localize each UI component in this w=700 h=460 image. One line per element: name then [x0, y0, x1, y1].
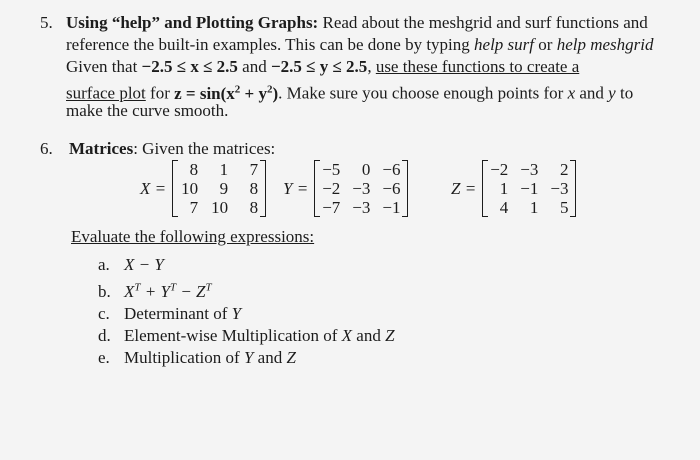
matrix-cell: −7	[322, 198, 341, 217]
matrix-cell: 5	[559, 198, 569, 217]
variable-y: y	[608, 83, 616, 103]
question-5-text: to	[615, 83, 634, 103]
question-5-number: 5.	[40, 13, 53, 32]
matrix-cell: −6	[382, 160, 401, 179]
matrix-z	[451, 160, 576, 217]
variable-x: x	[567, 83, 576, 103]
question-5-text: . Make sure you choose enough points for	[278, 83, 568, 103]
list-item	[98, 254, 395, 276]
matrix-y	[283, 160, 408, 217]
question-5-text: or	[534, 35, 557, 54]
item-text: Determinant of	[124, 303, 232, 323]
list-item	[98, 347, 395, 369]
matrix-cell: 10	[211, 198, 229, 217]
question-6-text: : Given the matrices:	[133, 139, 276, 158]
item-letter: e.	[98, 347, 110, 367]
matrix-cell: 8	[249, 198, 259, 217]
item-letter: a.	[98, 255, 110, 274]
matrix-cell: −3	[520, 160, 539, 179]
question-5-text: ,	[367, 57, 376, 76]
matrix-cell: −5	[322, 160, 341, 179]
matrix-cell: −1	[382, 198, 401, 217]
list-item	[98, 303, 395, 325]
list-item	[98, 325, 395, 347]
matrix-cell: −3	[550, 179, 569, 198]
item-text: Element-wise Multiplication of	[124, 325, 342, 345]
question-5-text: and	[575, 83, 609, 103]
item-text: $X^T + Y^T - Z^T$	[124, 281, 212, 301]
matrix-cell: 4	[499, 198, 509, 217]
item-letter: d.	[98, 325, 111, 345]
question-5-line-1	[66, 12, 648, 34]
item-text: Multiplication of	[124, 347, 244, 367]
matrix-label: X =	[140, 178, 167, 198]
matrix-cell: −6	[382, 179, 401, 198]
matrix-cell: 0	[361, 160, 371, 179]
question-5-text: Read about the meshgrid and surf functions and	[318, 13, 648, 32]
matrix-cell: −3	[352, 198, 371, 217]
matrix-x	[140, 160, 266, 217]
question-5-text: Given that	[66, 57, 142, 76]
item-text: X − Y	[124, 255, 164, 274]
matrix-cell: −3	[352, 179, 371, 198]
matrix-cell: −2	[322, 179, 341, 198]
matrix-cell: 9	[219, 179, 229, 198]
item-letter: c.	[98, 303, 110, 323]
matrix-cell: 1	[499, 179, 509, 198]
question-5-text: reference the built-in examples. This can be done by typing	[66, 35, 475, 54]
question-5-text: and	[237, 57, 271, 76]
item-letter: b.	[98, 281, 111, 301]
matrix-cell: 2	[559, 160, 569, 179]
item-variable: Z	[385, 325, 395, 345]
help-surf-command: help surf	[474, 35, 535, 54]
item-variable: Y	[243, 347, 254, 367]
matrix-cell: −2	[490, 160, 509, 179]
matrix-cell: 8	[189, 160, 199, 179]
matrix-label: Y =	[283, 178, 309, 198]
y-range: −2.5 ≤ y ≤ 2.5	[270, 57, 368, 76]
question-6-title: Matrices	[69, 139, 134, 158]
item-variable: Y	[231, 303, 242, 323]
item-variable: Z	[286, 347, 296, 367]
list-item	[98, 276, 395, 303]
x-range: −2.5 ≤ x ≤ 2.5	[141, 57, 238, 76]
matrix-cell: −1	[520, 179, 539, 198]
matrix-cell: 8	[249, 179, 259, 198]
question-5-line-2	[66, 34, 653, 56]
matrix-label: Z =	[451, 178, 477, 198]
question-5-text: for	[145, 83, 175, 103]
help-meshgrid-command: help meshgrid	[556, 35, 654, 54]
evaluate-heading: Evaluate the following expressions:	[71, 227, 315, 246]
item-variable: X	[341, 325, 353, 345]
matrix-cell: 7	[189, 198, 199, 217]
question-6-line-1	[69, 138, 275, 160]
question-6-number: 6.	[40, 139, 53, 158]
question-5-line-5: make the curve smooth.	[66, 101, 229, 120]
matrix-cell: 10	[181, 179, 199, 198]
equation: $z = \sin(x^2 + y^2)$	[174, 83, 279, 103]
question-5-title: Using “help” and Plotting Graphs:	[66, 13, 319, 32]
matrix-cell: 7	[249, 160, 259, 179]
instruction-underlined: use these functions to create a	[375, 57, 580, 76]
matrix-cell: 1	[219, 160, 229, 179]
item-text: and	[352, 325, 386, 345]
matrix-cell: 1	[529, 198, 539, 217]
instruction-underlined: surface plot	[66, 83, 146, 103]
question-5-line-3	[66, 56, 579, 78]
expression-list	[98, 254, 395, 369]
item-text: and	[253, 347, 287, 367]
